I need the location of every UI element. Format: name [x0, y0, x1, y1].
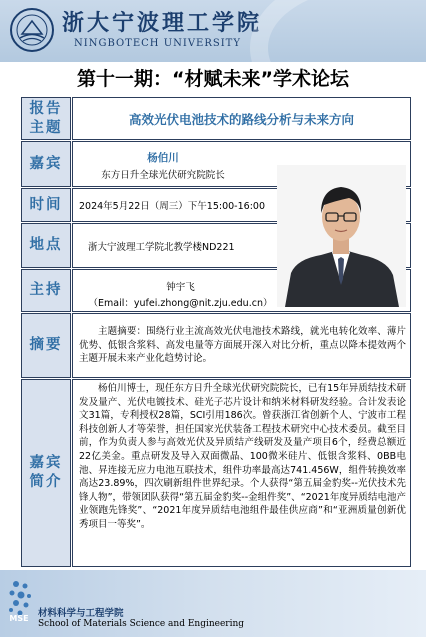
bio-cell	[72, 379, 411, 567]
forum-title: 第十一期：“材赋未来”学术论坛	[77, 68, 349, 90]
bio-label-cell	[21, 379, 71, 567]
location-label-cell	[21, 223, 71, 268]
host-label-cell	[21, 269, 71, 312]
school-name-en: School of Materials Science and Engineering	[38, 619, 245, 629]
university-name-cn: 浙大宁波理工学院	[62, 10, 263, 36]
abstract-label-cell	[21, 313, 71, 378]
time-label-cell	[21, 188, 71, 222]
host-email: （Email：yufei.zhong@nit.zju.edu.cn）	[88, 298, 273, 309]
mse-mark-text: MSE	[9, 614, 29, 623]
abstract-label: 摘要	[29, 337, 63, 353]
time-text: 2024年5月22日（周三）下午15:00-16:00	[79, 201, 265, 212]
topic-label-cell	[21, 97, 71, 140]
speaker-label: 嘉宾	[29, 155, 63, 172]
bio-label: 嘉宾简介	[29, 455, 63, 490]
topic-cell	[72, 97, 411, 140]
school-name-cn: 材料科学与工程学院	[38, 608, 124, 619]
speaker-label-cell	[21, 141, 71, 187]
abstract-text: 主题摘要：围绕行业主流高效光伏电池技术路线，就光电转化效率、薄片优势、低银含浆料、高发电量等方面展开深入对比分析，重点以降本提效两个主题开展未来产业化趋势讨论。	[79, 326, 406, 365]
host-name: 钟宇飞	[166, 282, 195, 293]
footer-banner	[0, 570, 426, 637]
header-banner	[0, 0, 426, 62]
topic-label: 报告主题	[29, 100, 63, 136]
topic-text: 高效光伏电池技术的路线分析与未来方向	[128, 111, 354, 127]
mse-logo-icon	[4, 574, 34, 632]
location-text: 浙大宁波理工学院北教学楼ND221	[88, 241, 235, 253]
speaker-photo	[277, 165, 406, 307]
abstract-cell	[72, 313, 411, 378]
host-label: 主持	[29, 282, 63, 298]
university-seal-icon	[9, 7, 55, 53]
speaker-name: 杨伯川	[147, 152, 179, 164]
speaker-affiliation: 东方日升全球光伏研究院院长	[101, 170, 225, 181]
bio-text: 杨伯川博士，现任东方日升全球光伏研究院院长，已有15年异质结技术研发及量产、光伏电镀技术、硅光子芯片设计和纳米材料研发经验。合计发表论文31篇，专利授权28篇，SCI引用186次。曾获浙江省创新个人、宁波市工程科技创新人才等荣誉，担任国家光伏装备工程技术研究中心技术委员。截至目前，作为负责人参与高效光伏及异质结产线研发及量产项目6个，经费总额近22亿美金。重点研发及导入双面微晶、100微米硅片、低银含浆料、0BB电池、昇连接无应力电池互联技术，组件功率最高达741.456W，组件转换效率高达23.89%，四次刷新组件世界纪录。个人获得“第五届金豹奖--光伏技术先锋人物”，带领团队获得“第五届金豹奖--金组件奖”、“2021年度异质结电池产业领跑先锋奖”、“2021年度异质结电池组件最佳供应商”和“亚洲质量创新优秀项目一等奖”。	[79, 383, 406, 530]
time-label: 时间	[29, 196, 63, 213]
university-name-en: NINGBOTECH UNIVERSITY	[74, 38, 241, 49]
location-label: 地点	[29, 237, 63, 253]
